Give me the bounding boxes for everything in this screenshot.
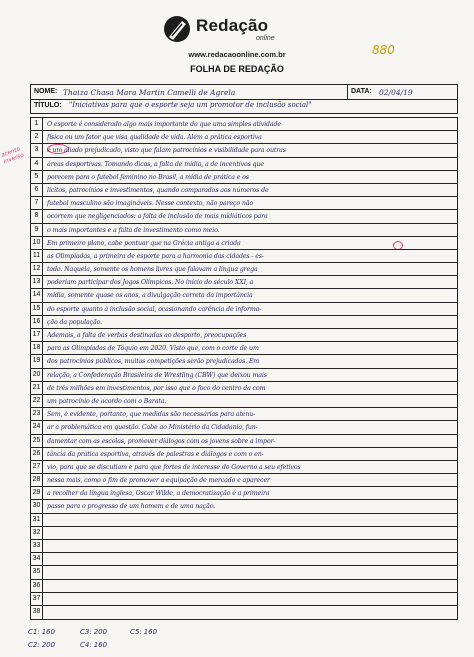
line-text: Em primeiro plano, cabe pontuar que na Grécia antiga a criada [47, 239, 241, 247]
line-text: ção da população. [47, 318, 102, 326]
line-text: a recolher da língua inglesa, Oscar Wilde, a democratização é a primeira [47, 490, 270, 498]
essay-line [31, 580, 457, 593]
brand-subtitle: online [256, 35, 275, 42]
line-text: nessa mais, como o fim de promover a equipação de mercado e aparecer [47, 477, 270, 485]
competency-label: C4: [80, 641, 92, 649]
line-number: 9 [31, 224, 43, 236]
title-label: TÍTULO: [34, 102, 62, 109]
competency-value: 200 [93, 628, 108, 636]
competency-label: C2: [28, 641, 40, 649]
essay-line [31, 355, 457, 368]
line-number: 29 [31, 487, 43, 499]
essay-line [31, 461, 457, 474]
date-label: DATA: [351, 88, 372, 95]
line-number: 14 [31, 289, 43, 301]
line-text: física ou um fator que visa qualidade de vida. Além a prática esportiva [47, 134, 262, 142]
line-number: 4 [31, 158, 43, 170]
essay-line [31, 171, 457, 184]
line-number: 1 [31, 118, 43, 130]
brand-name: Redação [196, 16, 269, 35]
line-number: 7 [31, 197, 43, 209]
essay-line [31, 553, 457, 566]
line-text: poderiam participar dos Jogos Olímpicos. No início do século XXI, a [47, 279, 254, 287]
essay-line [31, 329, 457, 342]
competency-score [130, 628, 157, 636]
line-number: 8 [31, 210, 43, 222]
name-label: NOME: [34, 88, 58, 95]
essay-line [31, 408, 457, 421]
line-number: 37 [31, 593, 43, 605]
essay-line [31, 184, 457, 197]
line-number: 3 [31, 144, 43, 156]
line-number: 12 [31, 263, 43, 275]
title-value: "Iniciativas para que o esporte seja um promotor de inclusão social" [69, 101, 312, 109]
essay-line [31, 316, 457, 329]
line-number: 13 [31, 276, 43, 288]
name-row [31, 85, 457, 100]
name-value: Thaiza Chasa Mara Martin Camelli de Agrela [63, 88, 236, 97]
line-number: 20 [31, 369, 43, 381]
line-text: áreas desportivas. Tomando dicas, a falta de mídia, a de incentivos que [47, 160, 264, 168]
line-number: 11 [31, 250, 43, 262]
line-text: do esporte quanto à inclusão social, ocasionando carência de informa- [47, 305, 262, 313]
line-number: 24 [31, 421, 43, 433]
essay-line [31, 435, 457, 448]
essay-line [31, 210, 457, 223]
line-number: 6 [31, 184, 43, 196]
competency-value: 200 [41, 641, 56, 649]
title-row [31, 100, 457, 114]
site-url: www.redacaoonline.com.br [188, 50, 286, 59]
line-number: 2 [31, 131, 43, 143]
competency-label: C3: [80, 628, 92, 636]
line-number: 31 [31, 514, 43, 526]
date-value: 02/04/19 [379, 88, 413, 97]
essay-line [31, 448, 457, 461]
line-number: 16 [31, 316, 43, 328]
essay-line [31, 342, 457, 355]
line-text: porecem para o futebol feminino no Brasil, a mídia de prática e os [47, 173, 249, 181]
line-text: tado. Naquela, somente os homens livres que falavam a língua grega [47, 266, 258, 274]
essay-line [31, 474, 457, 487]
competency-score [28, 641, 55, 649]
essay-line [31, 514, 457, 527]
brand-logo [160, 10, 310, 52]
line-number: 17 [31, 329, 43, 341]
line-number: 19 [31, 355, 43, 367]
line-text: ar a problemática em questão. Cabe ao Ministério da Cidadania, fun- [47, 424, 258, 432]
competency-score [28, 628, 55, 636]
competency-score [80, 628, 107, 636]
essay-line [31, 250, 457, 263]
essay-line [31, 369, 457, 382]
line-number: 15 [31, 303, 43, 315]
date-divider [347, 85, 348, 100]
line-number: 38 [31, 606, 43, 619]
essay-line [31, 421, 457, 434]
line-number: 18 [31, 342, 43, 354]
essay-line [31, 197, 457, 210]
line-text: mídia, somente quase os anos, a divulgação correta da importância [47, 292, 253, 300]
competency-label: C1: [28, 628, 40, 636]
line-number: 35 [31, 566, 43, 578]
essay-lines [30, 117, 458, 620]
line-text: é um aliado prejudicado, visto que falam patrocínios e visibilidade para outras [47, 147, 286, 155]
line-text: o mais importantes e a falta de investimento como meio. [47, 226, 220, 234]
grade-score: 880 [372, 43, 395, 57]
essay-line [31, 263, 457, 276]
essay-line [31, 237, 457, 250]
competency-label: C5: [130, 628, 142, 636]
line-text: O esporte é considerado algo mais importante do que uma simples atividade [47, 121, 281, 128]
line-number: 34 [31, 553, 43, 565]
essay-line [31, 118, 457, 131]
line-number: 28 [31, 474, 43, 486]
line-number: 23 [31, 408, 43, 420]
essay-line [31, 527, 457, 540]
competency-value: 160 [41, 628, 56, 636]
competency-value: 160 [143, 628, 158, 636]
line-number: 5 [31, 171, 43, 183]
essay-line [31, 144, 457, 157]
line-text: lícitos, patrocínios e investimentos, quando comparados aos números de [47, 186, 269, 194]
line-text: de três milhões em investimentos, por isso que o foco do centro da com [47, 384, 266, 392]
sheet-title: FOLHA DE REDAÇÃO [190, 64, 284, 74]
essay-line [31, 395, 457, 408]
line-text: um patrocínio de acordo com o Barata. [47, 397, 167, 405]
line-number: 26 [31, 448, 43, 460]
line-text: tância da prática esportiva, através de palestras e diálogos e com o en- [47, 450, 264, 458]
line-number: 22 [31, 395, 43, 407]
pen-nib-icon [160, 12, 194, 46]
line-text: as Olimpíadas, a primeira de esporte para a harmonia das cidades - es- [47, 252, 264, 260]
line-number: 25 [31, 435, 43, 447]
line-number: 33 [31, 540, 43, 552]
line-text: vio, para que se discutiam e para que fortes de interesse do Governo a seu efetivos [47, 463, 301, 471]
essay-line [31, 289, 457, 302]
essay-line [31, 566, 457, 579]
info-box [30, 84, 458, 114]
line-text: ocorrem que negligenciados: a falta de inclusão de mais mídiáticos para [47, 213, 268, 221]
line-text: relação, a Confederação Brasileira de Wrestling (CBW) que deixou mais [47, 371, 267, 379]
line-number: 32 [31, 527, 43, 539]
line-number: 27 [31, 461, 43, 473]
line-number: 21 [31, 382, 43, 394]
essay-line [31, 131, 457, 144]
line-text: damentar com as escolas, promover diálogos com os jovens sobre a impor- [47, 437, 276, 445]
essay-line [31, 606, 457, 619]
line-text: para as Olimpíadas de Tóquio em 2020. Visto que, com o corte de um [47, 345, 259, 353]
essay-line [31, 487, 457, 500]
essay-line [31, 224, 457, 237]
essay-line [31, 593, 457, 606]
margin-correction-note: acento inverso [0, 146, 25, 166]
line-number: 10 [31, 237, 43, 249]
essay-line [31, 276, 457, 289]
essay-line [31, 540, 457, 553]
line-text: Ademais, a falta de verbas destinadas ao desporto, preocupações [47, 332, 247, 339]
line-text: Sem, é evidente, portanto, que medidas são necessárias para atenu- [47, 411, 256, 419]
essay-line [31, 158, 457, 171]
competency-scores [28, 628, 228, 654]
competency-score [80, 641, 107, 649]
line-number: 30 [31, 500, 43, 512]
essay-line [31, 382, 457, 395]
line-text: passo para o progresso de um homem e de uma nação. [47, 503, 216, 511]
line-text: futebol masculino são imagináveis. Nesse contexto, não pareço não [47, 200, 254, 208]
line-text: dos patrocínios públicos, muitas competições serão prejudicadas. Em [47, 358, 260, 366]
essay-line [31, 500, 457, 513]
essay-line [31, 303, 457, 316]
competency-value: 160 [93, 641, 108, 649]
line-number: 36 [31, 580, 43, 592]
